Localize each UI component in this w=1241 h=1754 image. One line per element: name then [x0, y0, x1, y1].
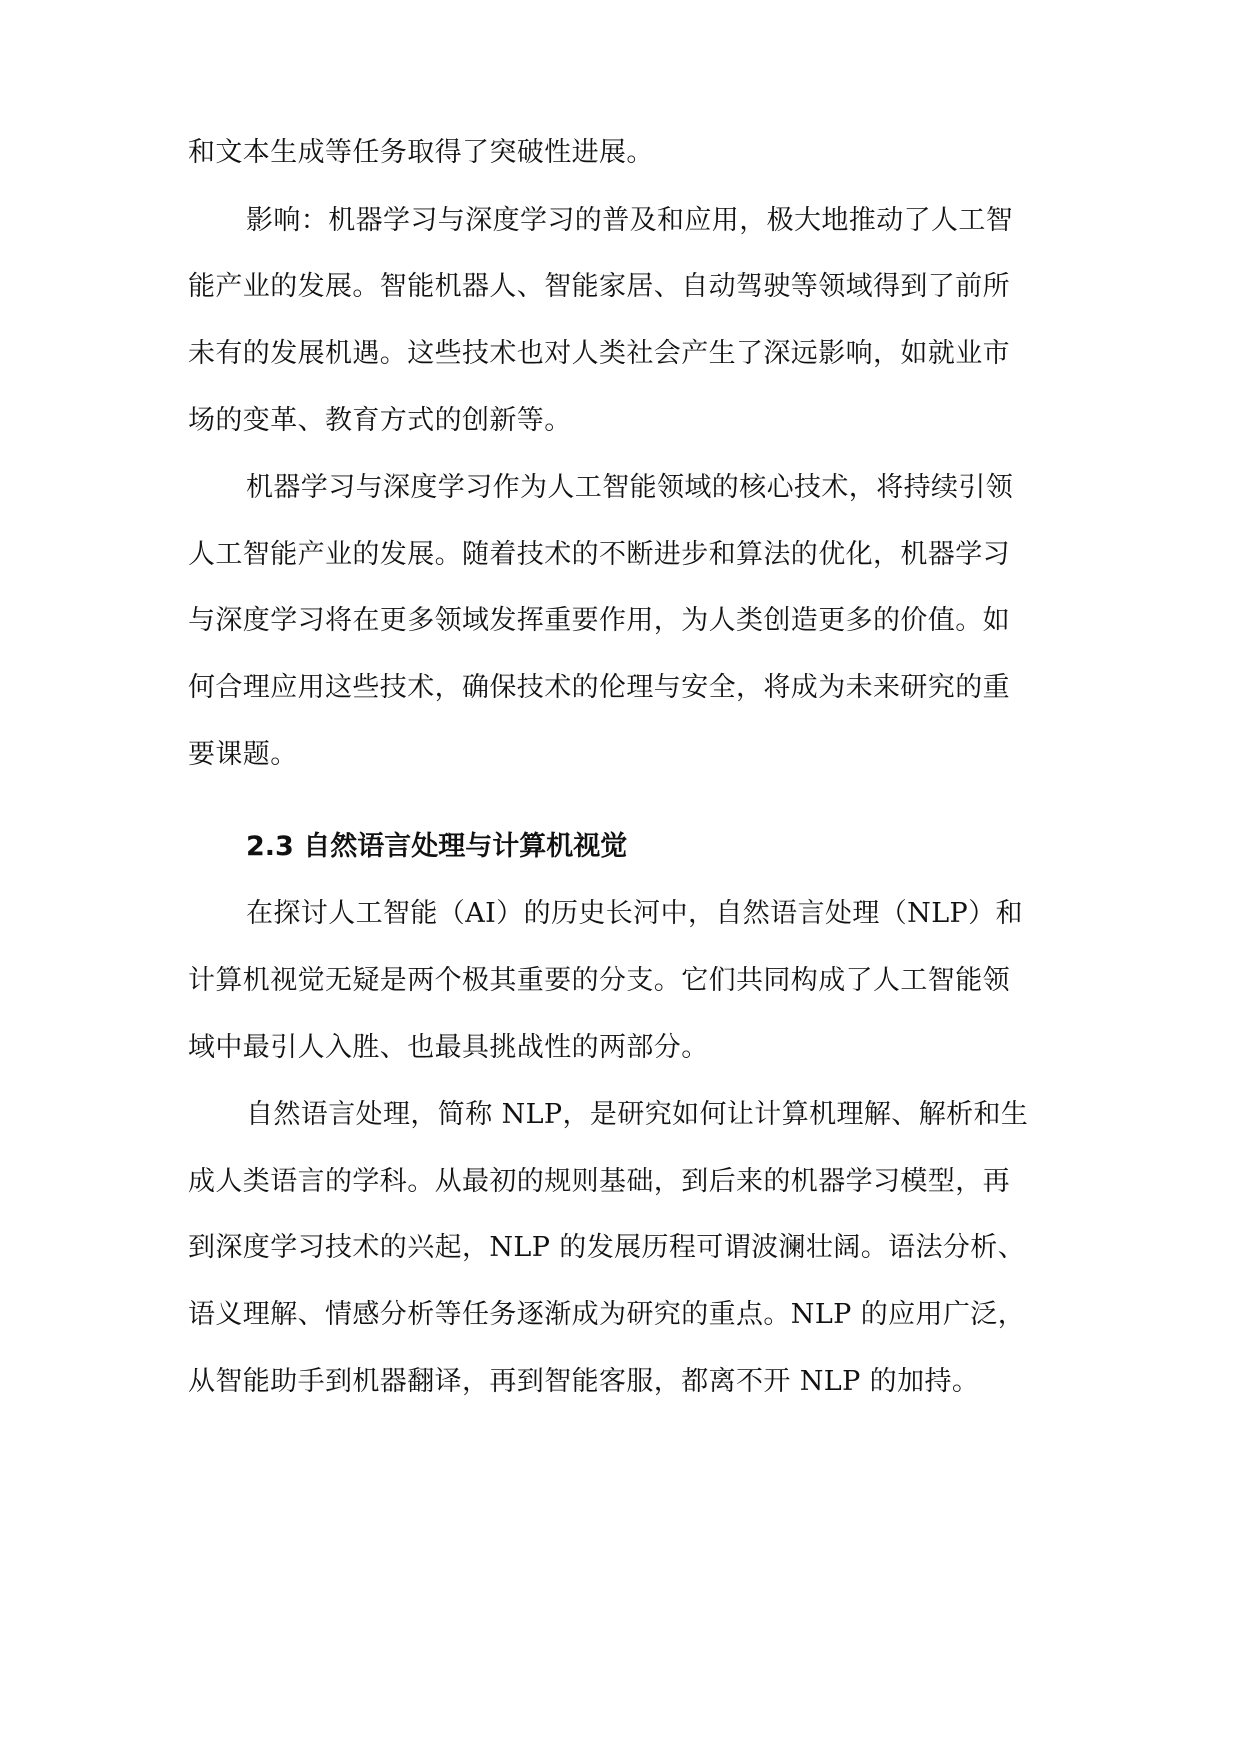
paragraph-line: 人工智能产业的发展。随着技术的不断进步和算法的优化，机器学习: [188, 539, 1010, 570]
paragraph-line: 影响：机器学习与深度学习的普及和应用，极大地推动了人工智: [246, 205, 1014, 236]
paragraph-line: 从智能助手到机器翻译，再到智能客服，都离不开 NLP 的加持。: [188, 1366, 980, 1397]
paragraph-line: 要课题。: [188, 739, 298, 770]
paragraph-line: 在探讨人工智能（AI）的历史长河中，自然语言处理（NLP）和: [246, 898, 1023, 929]
paragraph-line: 语义理解、情感分析等任务逐渐成为研究的重点。NLP 的应用广泛，: [188, 1299, 1026, 1330]
paragraph-line: 与深度学习将在更多领域发挥重要作用，为人类创造更多的价值。如: [188, 605, 1010, 636]
paragraph-line: 和文本生成等任务取得了突破性进展。: [188, 137, 654, 168]
paragraph-line: 自然语言处理，简称 NLP，是研究如何让计算机理解、解析和生: [246, 1099, 1029, 1130]
paragraph-line: 能产业的发展。智能机器人、智能家居、自动驾驶等领域得到了前所: [188, 271, 1010, 302]
paragraph-line: 域中最引人入胜、也最具挑战性的两部分。: [188, 1032, 709, 1063]
paragraph-line: 成人类语言的学科。从最初的规则基础，到后来的机器学习模型，再: [188, 1166, 1010, 1197]
paragraph-line: 场的变革、教育方式的创新等。: [188, 405, 572, 436]
paragraph-line: 到深度学习技术的兴起，NLP 的发展历程可谓波澜壮阔。语法分析、: [188, 1232, 1026, 1263]
section-heading: 2.3 自然语言处理与计算机视觉: [246, 831, 628, 862]
paragraph-line: 计算机视觉无疑是两个极其重要的分支。它们共同构成了人工智能领: [188, 965, 1010, 996]
paragraph-line: 机器学习与深度学习作为人工智能领域的核心技术，将持续引领: [246, 472, 1014, 503]
paragraph-line: 未有的发展机遇。这些技术也对人类社会产生了深远影响，如就业市: [188, 338, 1010, 369]
paragraph-line: 何合理应用这些技术，确保技术的伦理与安全，将成为未来研究的重: [188, 672, 1010, 703]
